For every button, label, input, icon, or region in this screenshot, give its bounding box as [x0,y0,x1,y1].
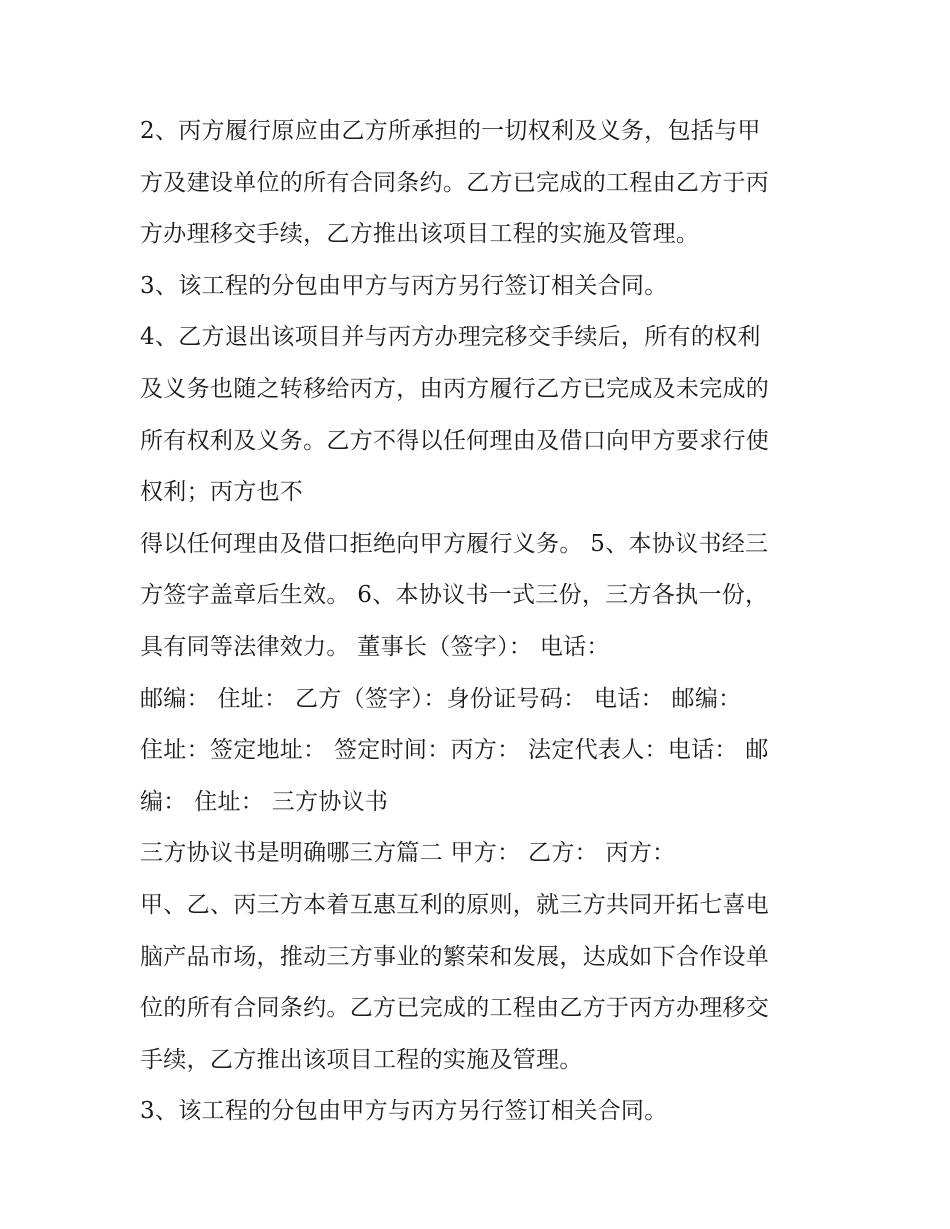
text-line: 脑产品市场，推动三方事业的繁荣和发展，达成如下合作设单 [140,943,770,970]
text-line: 具有同等法律效力。 董事长（签字）： 电话： [140,633,610,660]
text-line: 所有权利及义务。乙方不得以任何理由及借口向甲方要求行使 [140,427,770,454]
text-line: 2、丙方履行原应由乙方所承担的一切权利及义务，包括与甲 [140,118,761,144]
text-line: 3、该工程的分包由甲方与丙方另行签订相关合同。 [140,1098,668,1125]
text-line: 3、该工程的分包由甲方与丙方另行签订相关合同。 [140,272,668,299]
text-line: 三方协议书是明确哪三方篇二 甲方： 乙方： 丙方： [140,840,676,867]
text-line: 手续，乙方推出该项目工程的实施及管理。 [140,1046,583,1073]
text-line: 住址：签定地址： 签定时间：丙方： 法定代表人：电话： 邮 [140,737,769,764]
text-line: 方办理移交手续，乙方推出该项目工程的实施及管理。 [140,221,700,248]
text-line: 邮编： 住址： 乙方（签字）：身份证号码： 电话： 邮编： [140,685,742,712]
text-line: 方及建设单位的所有合同条约。乙方已完成的工程由乙方于丙 [140,169,770,196]
text-line: 位的所有合同条约。乙方已完成的工程由乙方于丙方办理移交 [140,995,770,1022]
text-line: 甲、乙、丙三方本着互惠互利的原则，就三方共同开拓七喜电 [140,891,770,918]
document-body [140,106,830,1138]
text-line: 得以任何理由及借口拒绝向甲方履行义务。 5、本协议书经三 [140,530,769,557]
text-line: 编： 住址： 三方协议书 [140,788,389,815]
text-line: 4、乙方退出该项目并与丙方办理完移交手续后，所有的权利 [140,324,761,351]
text-line: 及义务也随之转移给丙方，由丙方履行乙方已完成及未完成的 [140,375,770,402]
text-line: 权利；丙方也不 [140,479,304,506]
text-line: 方签字盖章后生效。 6、本协议书一式三份，三方各执一份， [140,582,769,609]
